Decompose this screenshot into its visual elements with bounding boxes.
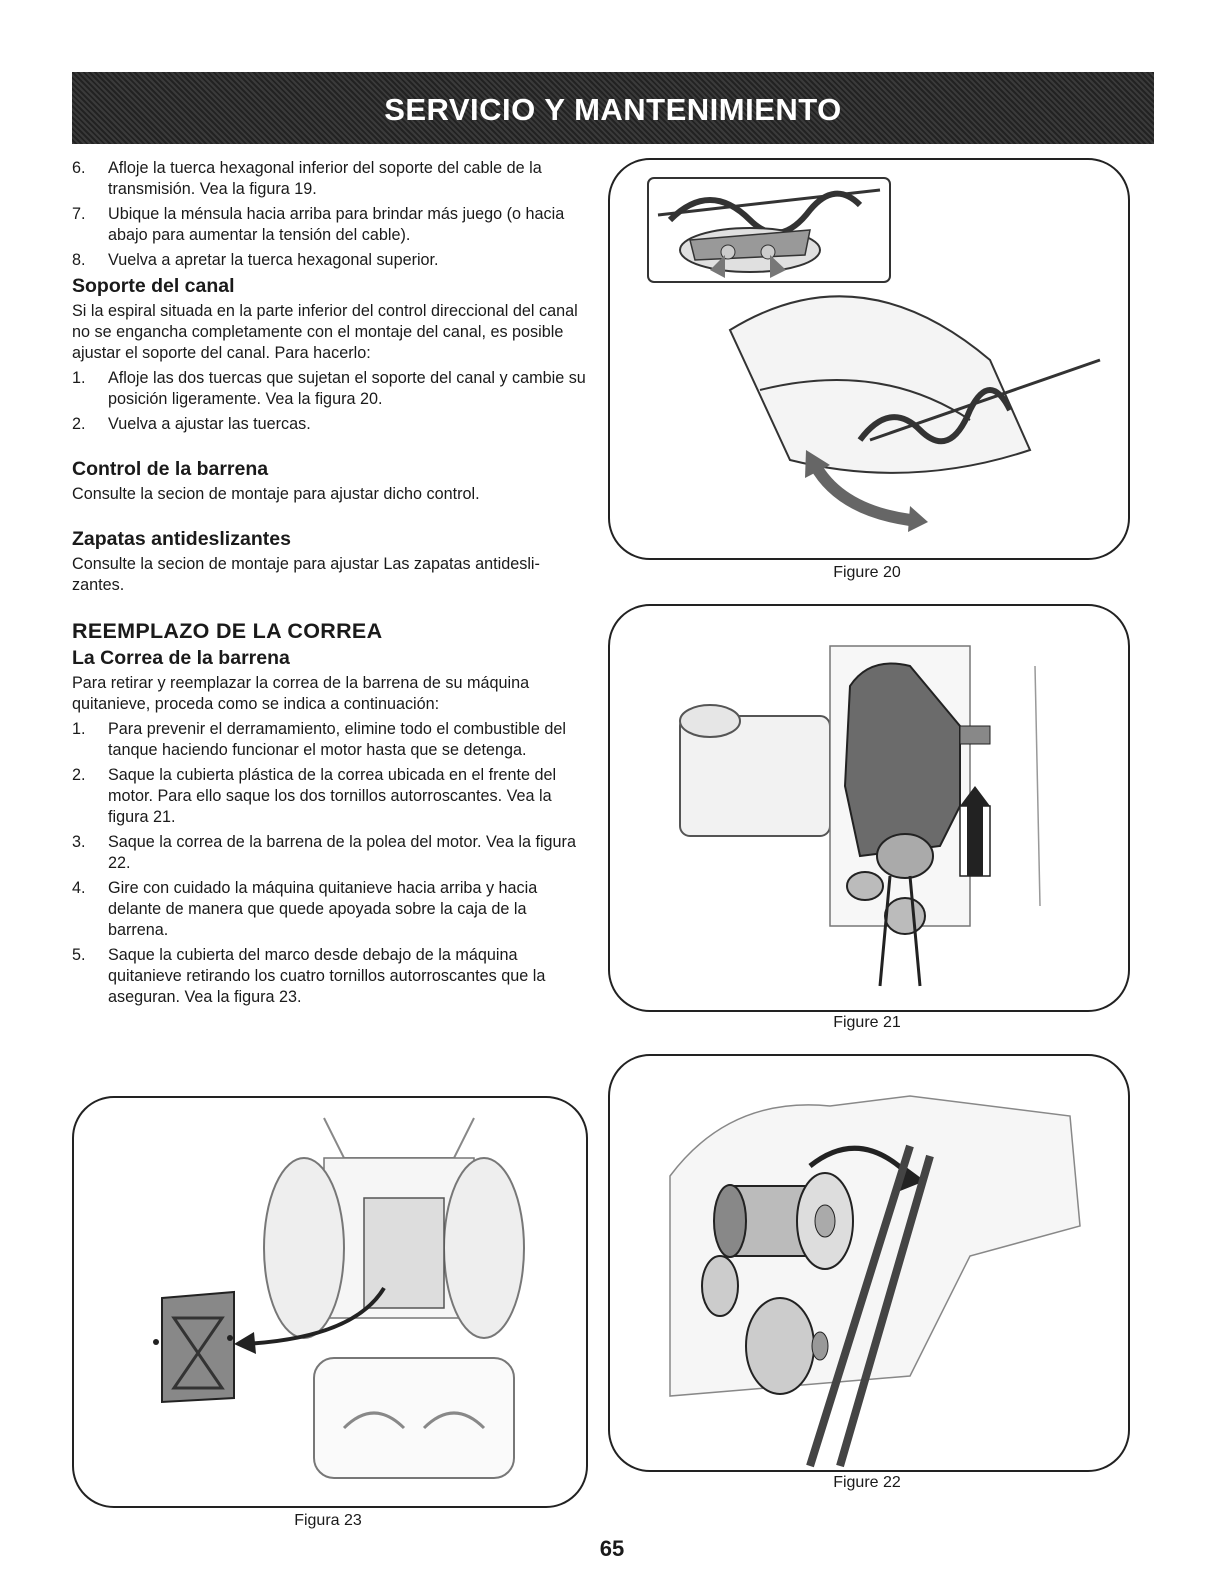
reemplazo-heading: REEMPLAZO DE LA CORREA — [72, 619, 383, 643]
step-text: Saque la cubierta del marco desde debajo de la máquina quitanieve retirando los cuatro tornillos autorroscantes que la aseguran. Vea la figura 23. — [108, 946, 546, 1006]
zapatas-heading: Zapatas antideslizantes — [72, 528, 291, 550]
step-number: 5. — [72, 946, 86, 964]
list-item — [72, 414, 587, 435]
step-number: 7. — [72, 205, 86, 223]
figure-22 — [608, 1054, 1130, 1472]
step-text: Afloje la tuerca hexagonal inferior del soporte del cable de la transmisión. Vea la figura 19. — [108, 159, 542, 198]
figure-22-caption: Figure 22 — [833, 1474, 901, 1491]
soporte-heading: Soporte del canal — [72, 275, 235, 297]
step-number: 1. — [72, 369, 86, 387]
figure-20 — [608, 158, 1130, 560]
zapatas-body: Consulte la secion de montaje para ajustar Las zapatas antidesli- zantes. — [72, 555, 540, 594]
figure-20-illustration — [610, 160, 1128, 558]
step-number: 1. — [72, 720, 86, 738]
reemplazo-subheading: La Correa de la barrena — [72, 647, 290, 669]
reemplazo-body: Para retirar y reemplazar la correa de la barrena de su máquina quitanieve, proceda como se indica a continuación: — [72, 674, 530, 713]
step-number: 2. — [72, 766, 86, 784]
soporte-body: Si la espiral situada en la parte inferior del control direccional del canal no se engancha completamente con el montaje del canal, es posible ajustar el soporte del canal. Para hacerlo: — [72, 302, 578, 362]
figure-21-illustration — [610, 606, 1128, 1010]
figure-20-caption: Figure 20 — [833, 564, 901, 581]
figure-21-caption: Figure 21 — [833, 1014, 901, 1031]
header-bar — [72, 72, 1154, 144]
step-text: Vuelva a apretar la tuerca hexagonal superior. — [108, 251, 439, 269]
step-text: Para prevenir el derramamiento, elimine todo el combustible del tanque haciendo funcionar el motor hasta que se detenga. — [108, 720, 566, 759]
figure-22-illustration — [610, 1056, 1128, 1470]
step-number: 3. — [72, 833, 86, 851]
step-text: Gire con cuidado la máquina quitanieve hacia arriba y hacia delante de manera que quede apoyada sobre la caja de la barrena. — [108, 879, 538, 939]
list-item — [72, 158, 587, 200]
page-number: 65 — [599, 1536, 625, 1561]
control-heading: Control de la barrena — [72, 458, 269, 480]
step-text: Afloje las dos tuercas que sujetan el soporte del canal y cambie su posición ligeramente. Vea la figura 20. — [108, 369, 586, 408]
figure-23-illustration — [74, 1098, 586, 1506]
list-item — [72, 832, 587, 874]
control-body: Consulte la secion de montaje para ajustar dicho control. — [72, 485, 480, 503]
left-column — [72, 158, 587, 1012]
step-number: 8. — [72, 251, 86, 269]
step-text: Vuelva a ajustar las tuercas. — [108, 415, 311, 433]
list-item — [72, 945, 587, 1008]
list-item — [72, 719, 587, 761]
figure-23 — [72, 1096, 588, 1508]
list-item — [72, 765, 587, 828]
step-number: 4. — [72, 879, 86, 897]
list-item — [72, 368, 587, 410]
step-text: Saque la correa de la barrena de la polea del motor. Vea la figura 22. — [108, 833, 576, 872]
step-text: Ubique la ménsula hacia arriba para brindar más juego (o hacia abajo para aumentar la tensión del cable). — [108, 205, 565, 244]
list-item — [72, 878, 587, 941]
page-title: SERVICIO Y MANTENIMIENTO — [384, 92, 842, 127]
step-number: 6. — [72, 159, 86, 177]
figure-23-caption: Figura 23 — [294, 1512, 362, 1529]
step-text: Saque la cubierta plástica de la correa ubicada en el frente del motor. Para ello saque los dos tornillos autorroscantes. Vea la figura 21. — [108, 766, 557, 826]
figure-21 — [608, 604, 1130, 1012]
step-number: 2. — [72, 415, 86, 433]
list-item — [72, 204, 587, 246]
list-item — [72, 250, 587, 271]
